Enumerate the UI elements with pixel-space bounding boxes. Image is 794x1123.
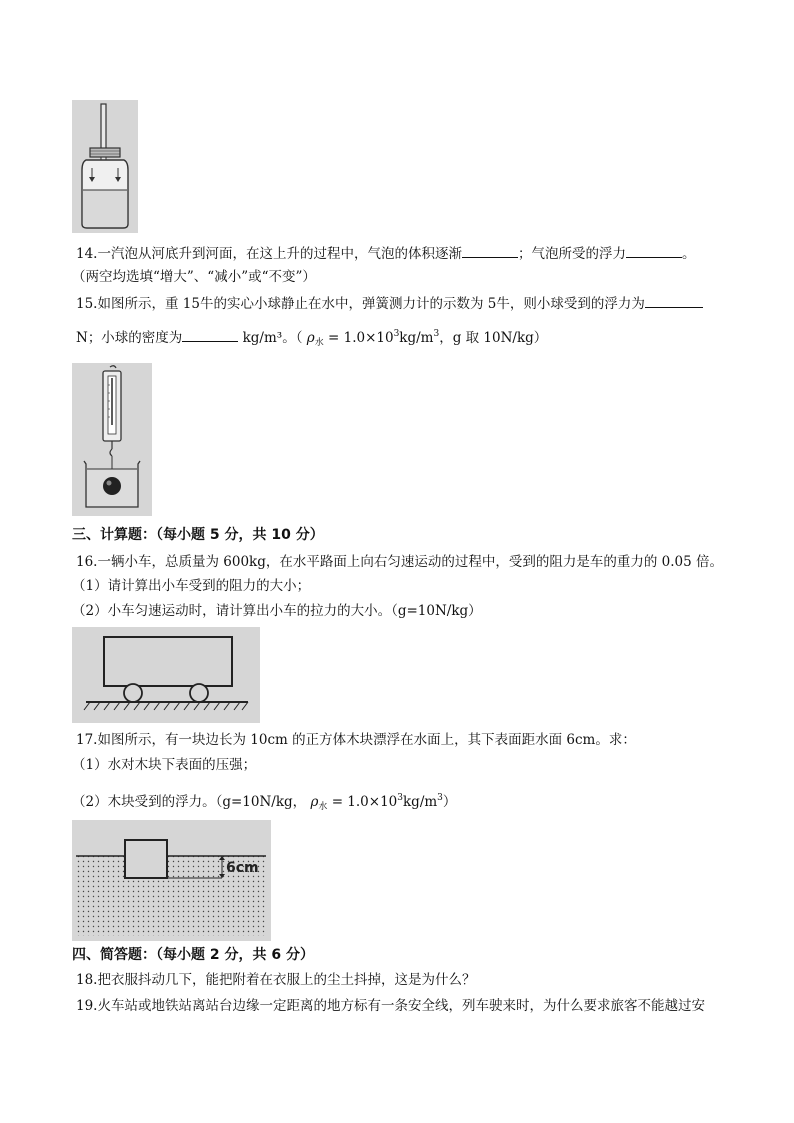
q14-text-c: 。 [681,246,696,262]
spring-scale-illustration [72,363,152,516]
q15-blank-2[interactable] [182,327,238,342]
cart-figure [72,627,260,723]
q19-line1: 19.火车站或地铁站离站台边缘一定距离的地方标有一条安全线，列车驶来时，为什么要求旅客不能越过安 [76,998,705,1014]
q16-sub2: （2）小车匀速运动时，请计算出小车的拉力的大小。（g=10N/kg） [72,603,482,619]
q15-line1 [76,293,703,314]
cart-illustration [72,627,260,723]
q15-density-formula: $\rho_水 = 1.0\times 10^3kg/m^3$ [306,329,440,348]
q15-line2 [76,324,547,353]
floating-block-figure [72,820,271,941]
q16-sub1: （1）请计算出小车受到的阻力的大小； [72,578,311,594]
floating-block-illustration [72,820,271,941]
q14-blank-2[interactable] [626,243,682,258]
q17-line1: 17.如图所示，有一块边长为 10cm 的正方体木块漂浮在水面上，其下表面距水面 6cm。求： [76,732,636,748]
q14-line1 [76,243,695,264]
q17-sub2 [72,788,456,817]
q16-line1: 16.一辆小车，总质量为 600kg，在水平路面上向右匀速运动的过程中，受到的阻力是车的重力的 0.05 倍。 [76,554,723,570]
q15-text-2b: kg/m³。（ [242,330,303,346]
q14-blank-1[interactable] [462,243,518,258]
q17-text-2a: （2）木块受到的浮力。（g=10N/kg， [72,794,307,810]
depth-label: 6cm [226,860,259,876]
q18-line1: 18.把衣服抖动几下，能把附着在衣服上的尘土抖掉，这是为什么？ [76,972,476,988]
q15-text-1: 15.如图所示，重 15牛的实心小球静止在水中，弹簧测力计的示数为 5牛，则小球受到的浮力为 [76,296,645,312]
q17-sub1: （1）水对木块下表面的压强； [72,757,257,773]
jar-illustration [72,100,138,233]
q15-text-2c: ，g 取 10N/kg） [439,330,548,346]
section3-heading: 三、计算题：（每小题 5 分，共 10 分） [72,527,324,543]
q17-text-2b: ） [442,794,457,810]
q15-blank-1[interactable] [645,293,703,308]
q15-text-2a: N；小球的密度为 [76,330,183,346]
q14-text-a: 14.一汽泡从河底升到河面，在这上升的过程中，气泡的体积逐渐 [76,246,462,262]
section4-heading: 四、简答题：（每小题 2 分，共 6 分） [72,947,314,963]
spring-scale-figure [72,363,152,516]
q14-text-b: ；气泡所受的浮力 [517,246,626,262]
q14-line2: （两空均选填“增大”、“减小”或“不变”） [72,269,316,285]
q17-density-formula: $\rho_水 = 1.0\times 10^3kg/m^3$ [310,793,443,812]
jar-figure [72,100,138,233]
